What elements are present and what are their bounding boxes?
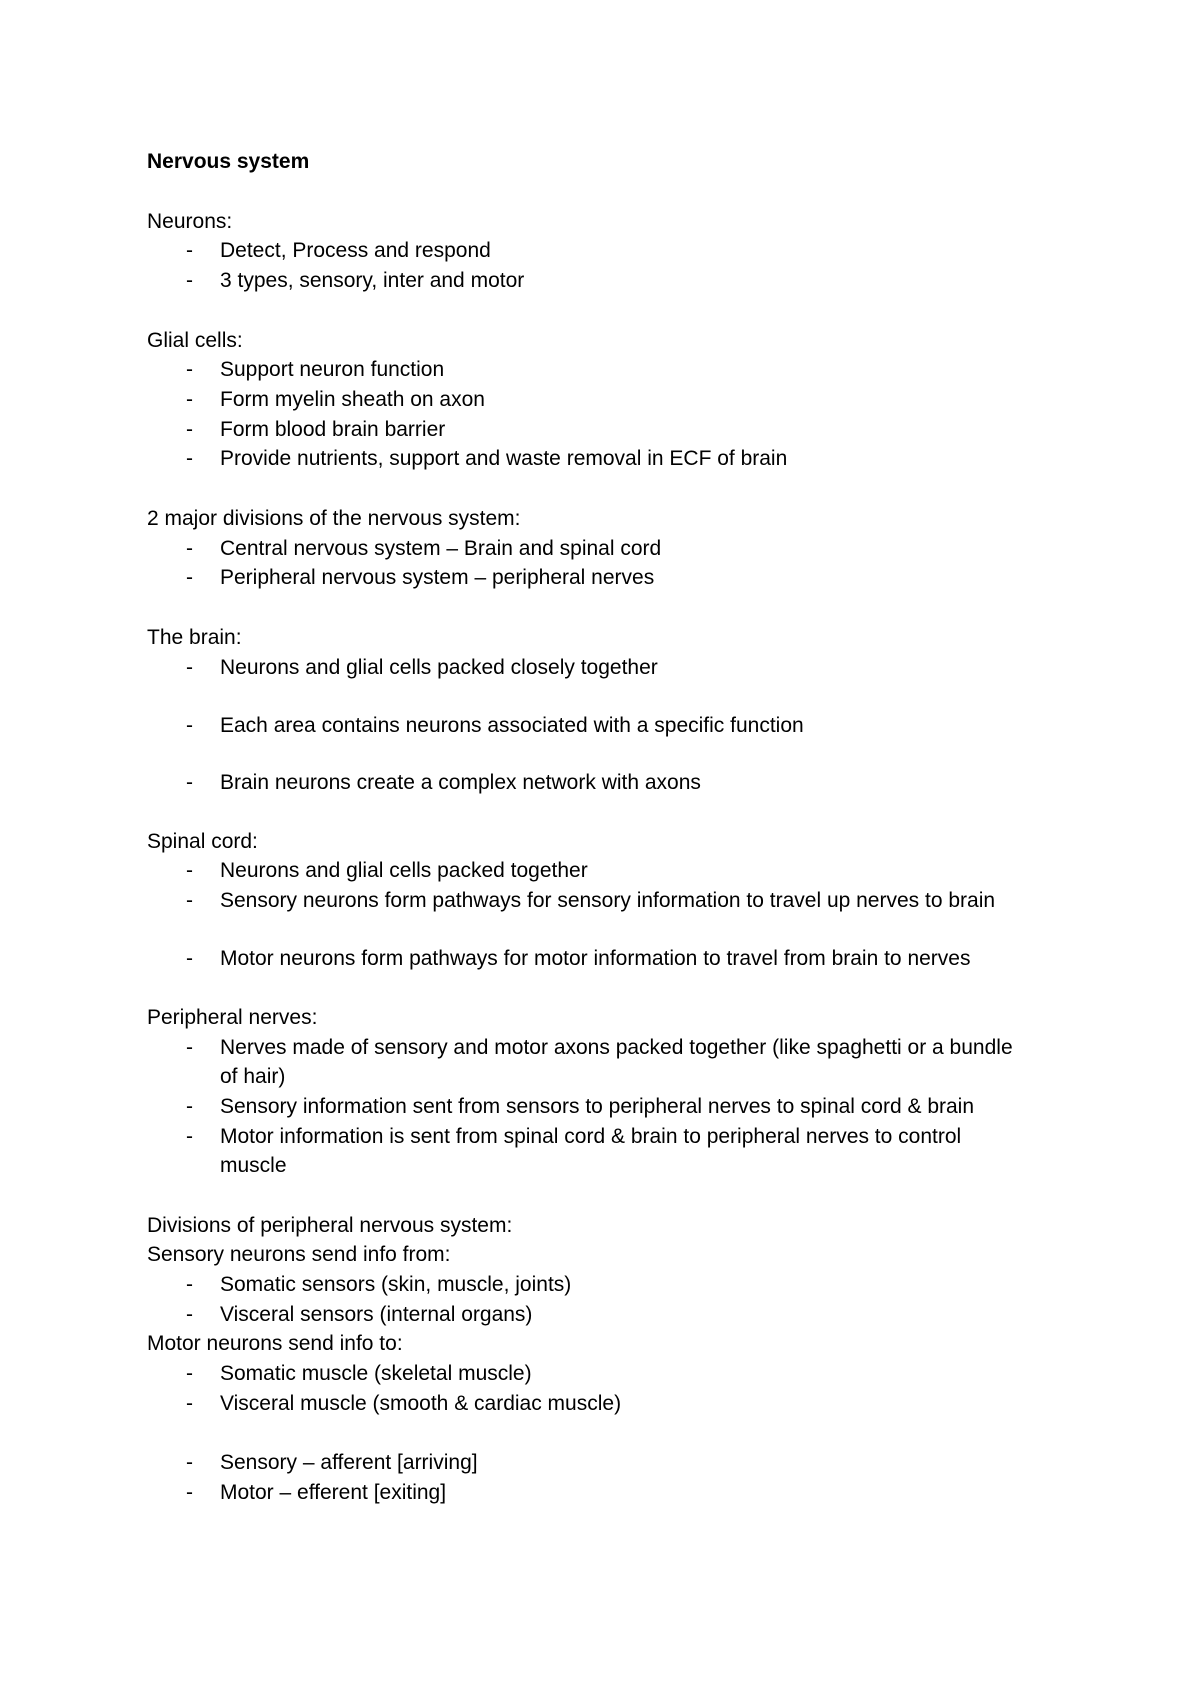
list-item: Motor – efferent [exiting] — [220, 1481, 447, 1504]
list-item: 3 types, sensory, inter and motor — [220, 269, 525, 292]
bullet-dash: - — [186, 714, 193, 737]
bullet-dash: - — [186, 269, 193, 292]
list-item: Motor neurons form pathways for motor information to travel from brain to nerves — [220, 947, 971, 970]
list-item: Central nervous system – Brain and spinal cord — [220, 537, 662, 560]
bullet-dash: - — [186, 566, 193, 589]
section-heading-divisions: 2 major divisions of the nervous system: — [147, 507, 521, 530]
list-item: Detect, Process and respond — [220, 239, 491, 262]
list-item: Sensory neurons form pathways for sensory information to travel up nerves to brain — [220, 889, 996, 912]
bullet-dash: - — [186, 1303, 193, 1326]
list-item: Peripheral nervous system – peripheral nerves — [220, 566, 655, 589]
list-item: Form myelin sheath on axon — [220, 388, 485, 411]
bullet-dash: - — [186, 771, 193, 794]
bullet-dash: - — [186, 859, 193, 882]
bullet-dash: - — [186, 947, 193, 970]
bullet-dash: - — [186, 1362, 193, 1385]
section-heading-pns-divisions: Divisions of peripheral nervous system: — [147, 1214, 513, 1237]
list-item: Neurons and glial cells packed together — [220, 859, 588, 882]
list-item: Visceral sensors (internal organs) — [220, 1303, 533, 1326]
list-item-continuation: of hair) — [220, 1065, 286, 1088]
list-item-continuation: muscle — [220, 1154, 287, 1177]
bullet-dash: - — [186, 537, 193, 560]
bullet-dash: - — [186, 656, 193, 679]
list-item: Visceral muscle (smooth & cardiac muscle) — [220, 1392, 622, 1415]
section-heading-glial: Glial cells: — [147, 329, 243, 352]
list-item: Support neuron function — [220, 358, 445, 381]
list-item: Sensory information sent from sensors to peripheral nerves to spinal cord & brain — [220, 1095, 975, 1118]
list-item: Form blood brain barrier — [220, 418, 446, 441]
subheading-sensory: Sensory neurons send info from: — [147, 1243, 451, 1266]
list-item: Somatic sensors (skin, muscle, joints) — [220, 1273, 572, 1296]
bullet-dash: - — [186, 1036, 193, 1059]
list-item: Neurons and glial cells packed closely together — [220, 656, 658, 679]
bullet-dash: - — [186, 239, 193, 262]
list-item: Nerves made of sensory and motor axons packed together (like spaghetti or a bundle — [220, 1036, 1013, 1059]
list-item: Brain neurons create a complex network with axons — [220, 771, 701, 794]
bullet-dash: - — [186, 447, 193, 470]
section-heading-neurons: Neurons: — [147, 210, 233, 233]
list-item: Sensory – afferent [arriving] — [220, 1451, 478, 1474]
bullet-dash: - — [186, 1451, 193, 1474]
bullet-dash: - — [186, 889, 193, 912]
list-item: Provide nutrients, support and waste removal in ECF of brain — [220, 447, 788, 470]
list-item: Motor information is sent from spinal cord & brain to peripheral nerves to control — [220, 1125, 962, 1148]
section-heading-peripheral: Peripheral nerves: — [147, 1006, 318, 1029]
subheading-motor: Motor neurons send info to: — [147, 1332, 403, 1355]
bullet-dash: - — [186, 1481, 193, 1504]
bullet-dash: - — [186, 418, 193, 441]
bullet-dash: - — [186, 1125, 193, 1148]
list-item: Each area contains neurons associated with a specific function — [220, 714, 804, 737]
bullet-dash: - — [186, 1273, 193, 1296]
bullet-dash: - — [186, 388, 193, 411]
bullet-dash: - — [186, 358, 193, 381]
list-item: Somatic muscle (skeletal muscle) — [220, 1362, 532, 1385]
section-heading-brain: The brain: — [147, 626, 242, 649]
document-title: Nervous system — [147, 150, 310, 173]
bullet-dash: - — [186, 1095, 193, 1118]
section-heading-spinal: Spinal cord: — [147, 830, 258, 853]
bullet-dash: - — [186, 1392, 193, 1415]
